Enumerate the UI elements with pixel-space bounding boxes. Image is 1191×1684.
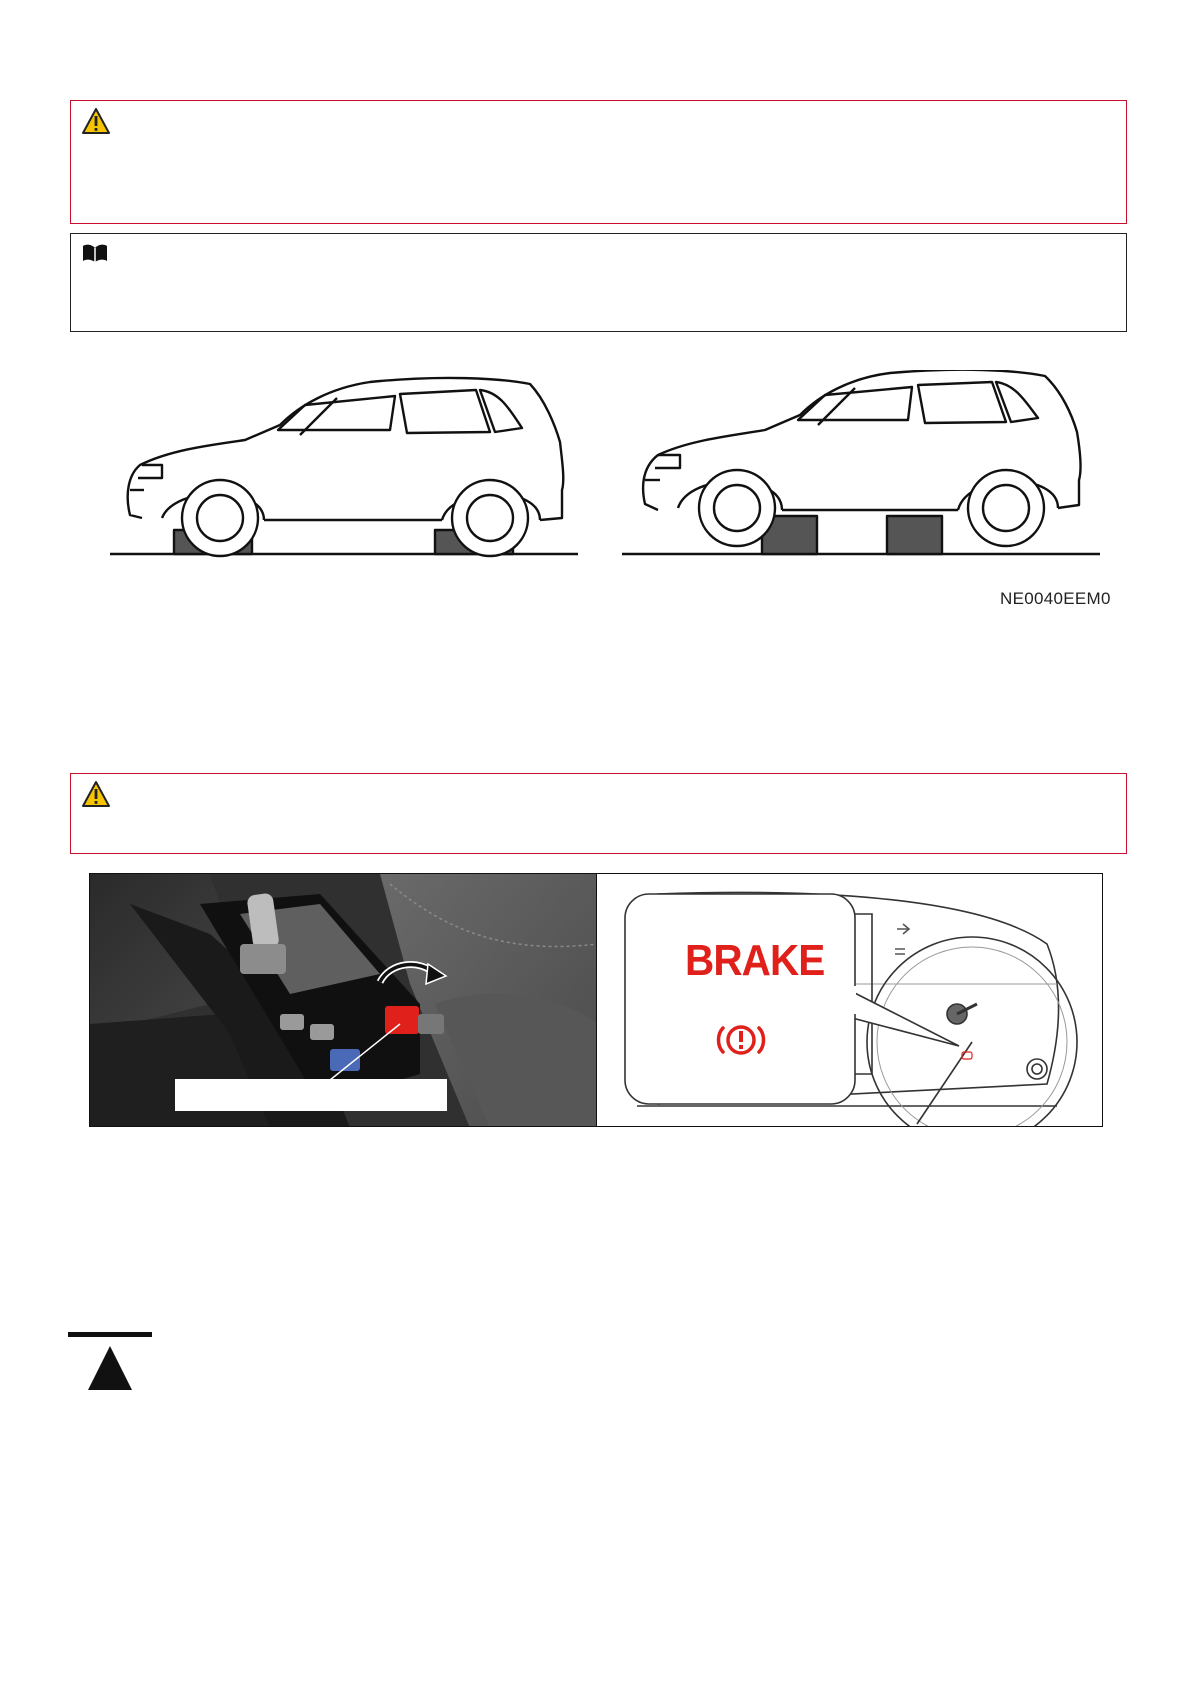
vehicle-support-figure (100, 370, 1120, 610)
note-box (70, 233, 1127, 332)
warning-triangle-icon (81, 780, 111, 813)
parking-brake-switch (385, 1006, 419, 1034)
callout-label-box (175, 1079, 447, 1111)
brake-warning-lamp-icon (715, 1022, 767, 1063)
warning-box-top (70, 100, 1127, 224)
instrument-cluster-panel (596, 873, 1103, 1127)
console-photo-panel (89, 873, 597, 1127)
car-on-ramps (110, 378, 578, 556)
vehicle-support-illustration (100, 370, 1120, 610)
car-on-stands (622, 370, 1100, 554)
figure-id-label: NE0040EEM0 (1000, 589, 1111, 608)
open-book-icon (81, 242, 109, 269)
brake-label: BRAKE (685, 936, 825, 985)
instrument-cluster-illustration (597, 874, 1103, 1127)
warning-triangle-icon (81, 107, 111, 140)
lift-point-icon (68, 1332, 152, 1394)
warning-box-middle (70, 773, 1127, 854)
